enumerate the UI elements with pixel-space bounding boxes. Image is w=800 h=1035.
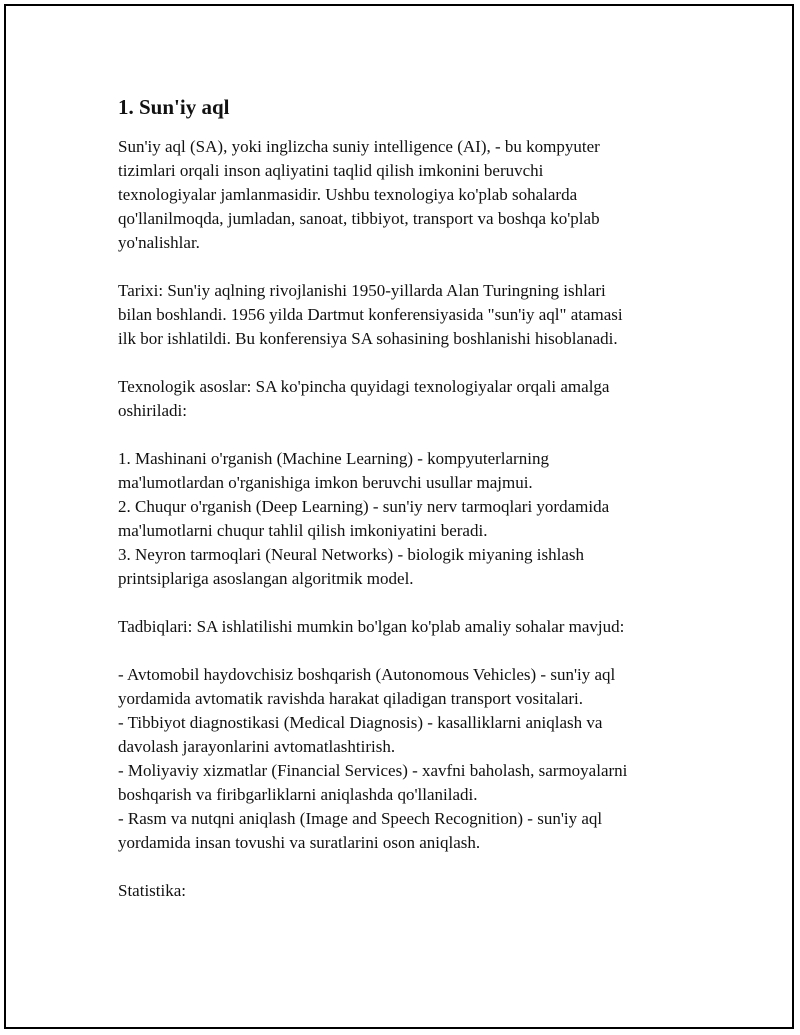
text-line: Sun'iy aql (SA), yoki inglizcha suniy intelligence (AI), - bu kompyuter [118, 137, 600, 156]
text-line: bilan boshlandi. 1956 yilda Dartmut konferensiyasida "sun'iy aql" atamasi [118, 305, 623, 324]
list-item: yordamida insan tovushi va suratlarini oson aniqlash. [118, 833, 481, 852]
text-line: oshiriladi: [118, 401, 187, 420]
foundations-intro-paragraph [118, 375, 698, 423]
list-item: printsiplariga asoslangan algoritmik model. [118, 569, 414, 588]
text-line: texnologiyalar jamlanmasidir. Ushbu texnologiya ko'plab sohalarda [118, 185, 578, 204]
list-item: yordamida avtomatik ravishda harakat qiladigan transport vositalari. [118, 689, 583, 708]
paragraph-spacer [118, 591, 698, 615]
text-line: yo'nalishlar. [118, 233, 200, 252]
list-item: ma'lumotlarni chuqur tahlil qilish imkoniyatini beradi. [118, 521, 488, 540]
list-item: boshqarish va firibgarliklarni aniqlashda qo'llaniladi. [118, 785, 478, 804]
paragraph-spacer [118, 639, 698, 663]
applications-intro-paragraph [118, 615, 698, 639]
list-item: ma'lumotlardan o'rganishiga imkon beruvchi usullar majmui. [118, 473, 533, 492]
paragraph-spacer [118, 351, 698, 375]
history-paragraph [118, 279, 698, 351]
text-line: Texnologik asoslar: SA ko'pincha quyidagi texnologiyalar orqali amalga [118, 377, 610, 396]
list-item: 3. Neyron tarmoqlari (Neural Networks) - biologik miyaning ishlash [118, 545, 584, 564]
list-item: - Moliyaviy xizmatlar (Financial Services) - xavfni baholash, sarmoyalarni [118, 761, 628, 780]
text-line: tizimlari orqali inson aqliyatini taqlid qilish imkonini beruvchi [118, 161, 544, 180]
list-item: 2. Chuqur o'rganish (Deep Learning) - sun'iy nerv tarmoqlari yordamida [118, 497, 610, 516]
text-line: Tarixi: Sun'iy aqlning rivojlanishi 1950-yillarda Alan Turingning ishlari [118, 281, 606, 300]
statistics-heading: Statistika: [118, 881, 186, 900]
paragraph-spacer [118, 255, 698, 279]
text-line: ilk bor ishlatildi. Bu konferensiya SA sohasining boshlanishi hisoblanadi. [118, 329, 618, 348]
text-line: qo'llanilmoqda, jumladan, sanoat, tibbiyot, transport va boshqa ko'plab [118, 209, 600, 228]
foundations-list [118, 447, 698, 591]
list-item: - Avtomobil haydovchisiz boshqarish (Autonomous Vehicles) - sun'iy aql [118, 665, 616, 684]
list-item: - Rasm va nutqni aniqlash (Image and Speech Recognition) - sun'iy aql [118, 809, 603, 828]
text-line: Tadbiqlari: SA ishlatilishi mumkin bo'lgan ko'plab amaliy sohalar mavjud: [118, 617, 625, 636]
paragraph-spacer [118, 423, 698, 447]
list-item: davolash jarayonlarini avtomatlashtirish. [118, 737, 396, 756]
intro-paragraph [118, 135, 698, 255]
document-body [118, 93, 698, 903]
list-item: - Tibbiyot diagnostikasi (Medical Diagnosis) - kasalliklarni aniqlash va [118, 713, 603, 732]
list-item: 1. Mashinani o'rganish (Machine Learning) - kompyuterlarning [118, 449, 549, 468]
paragraph-spacer [118, 855, 698, 879]
applications-list [118, 663, 698, 855]
document-title: 1. Sun'iy aql [118, 95, 230, 119]
